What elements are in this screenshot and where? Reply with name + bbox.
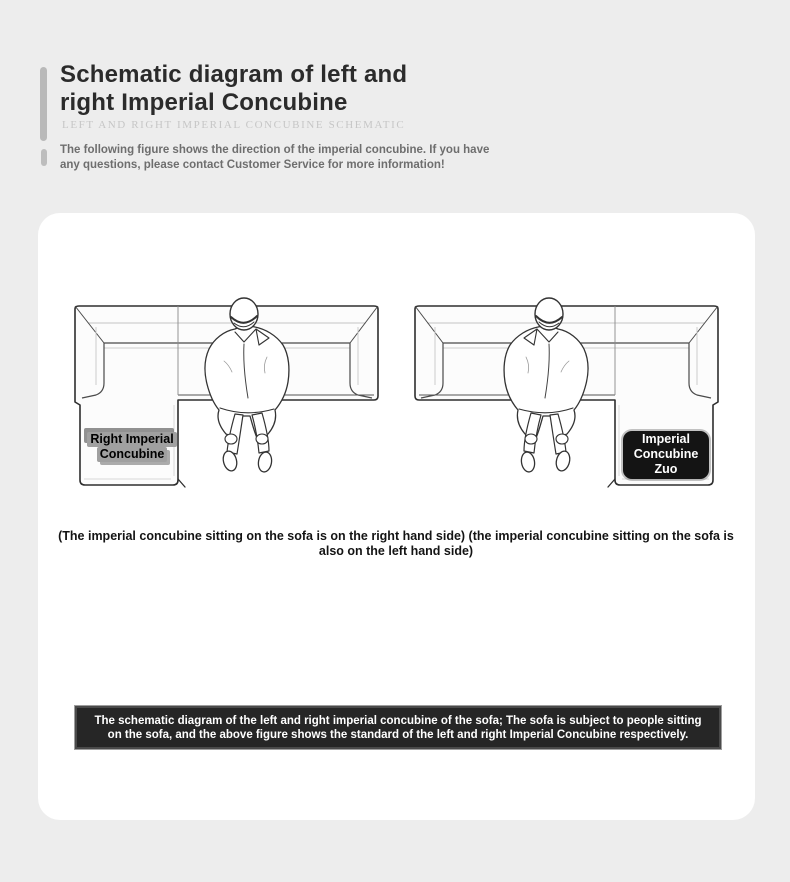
right-imperial-concubine-label [86,432,178,462]
label-line: Imperial [642,432,690,446]
label-line: Concubine Zuo [633,447,699,476]
diagram-caption: (The imperial concubine sitting on the sofa is on the right hand side) (the imperial concubine sitting on the sofa is also on the left hand side) [58,529,734,558]
label-line: Concubine [97,447,168,462]
label-line: Right Imperial [87,432,176,447]
page-title: Schematic diagram of left and right Imperial Concubine [60,61,408,116]
description-accent-bar [41,149,47,166]
title-accent-bar [40,67,47,141]
imperial-concubine-zuo-label [623,431,709,479]
diagram-card [38,213,755,820]
page-description: The following figure shows the direction of the imperial concubine. If you have any questions, please contact Customer Service for more information! [60,144,490,171]
page-subtitle: LEFT AND RIGHT IMPERIAL CONCUBINE SCHEMATIC [62,119,406,131]
info-banner [75,706,721,749]
info-banner-text: The schematic diagram of the left and right imperial concubine of the sofa; The sofa is subject to people sitting on the sofa, and the above figure shows the standard of the left and right Imperial Concubine respectively. [94,714,702,741]
